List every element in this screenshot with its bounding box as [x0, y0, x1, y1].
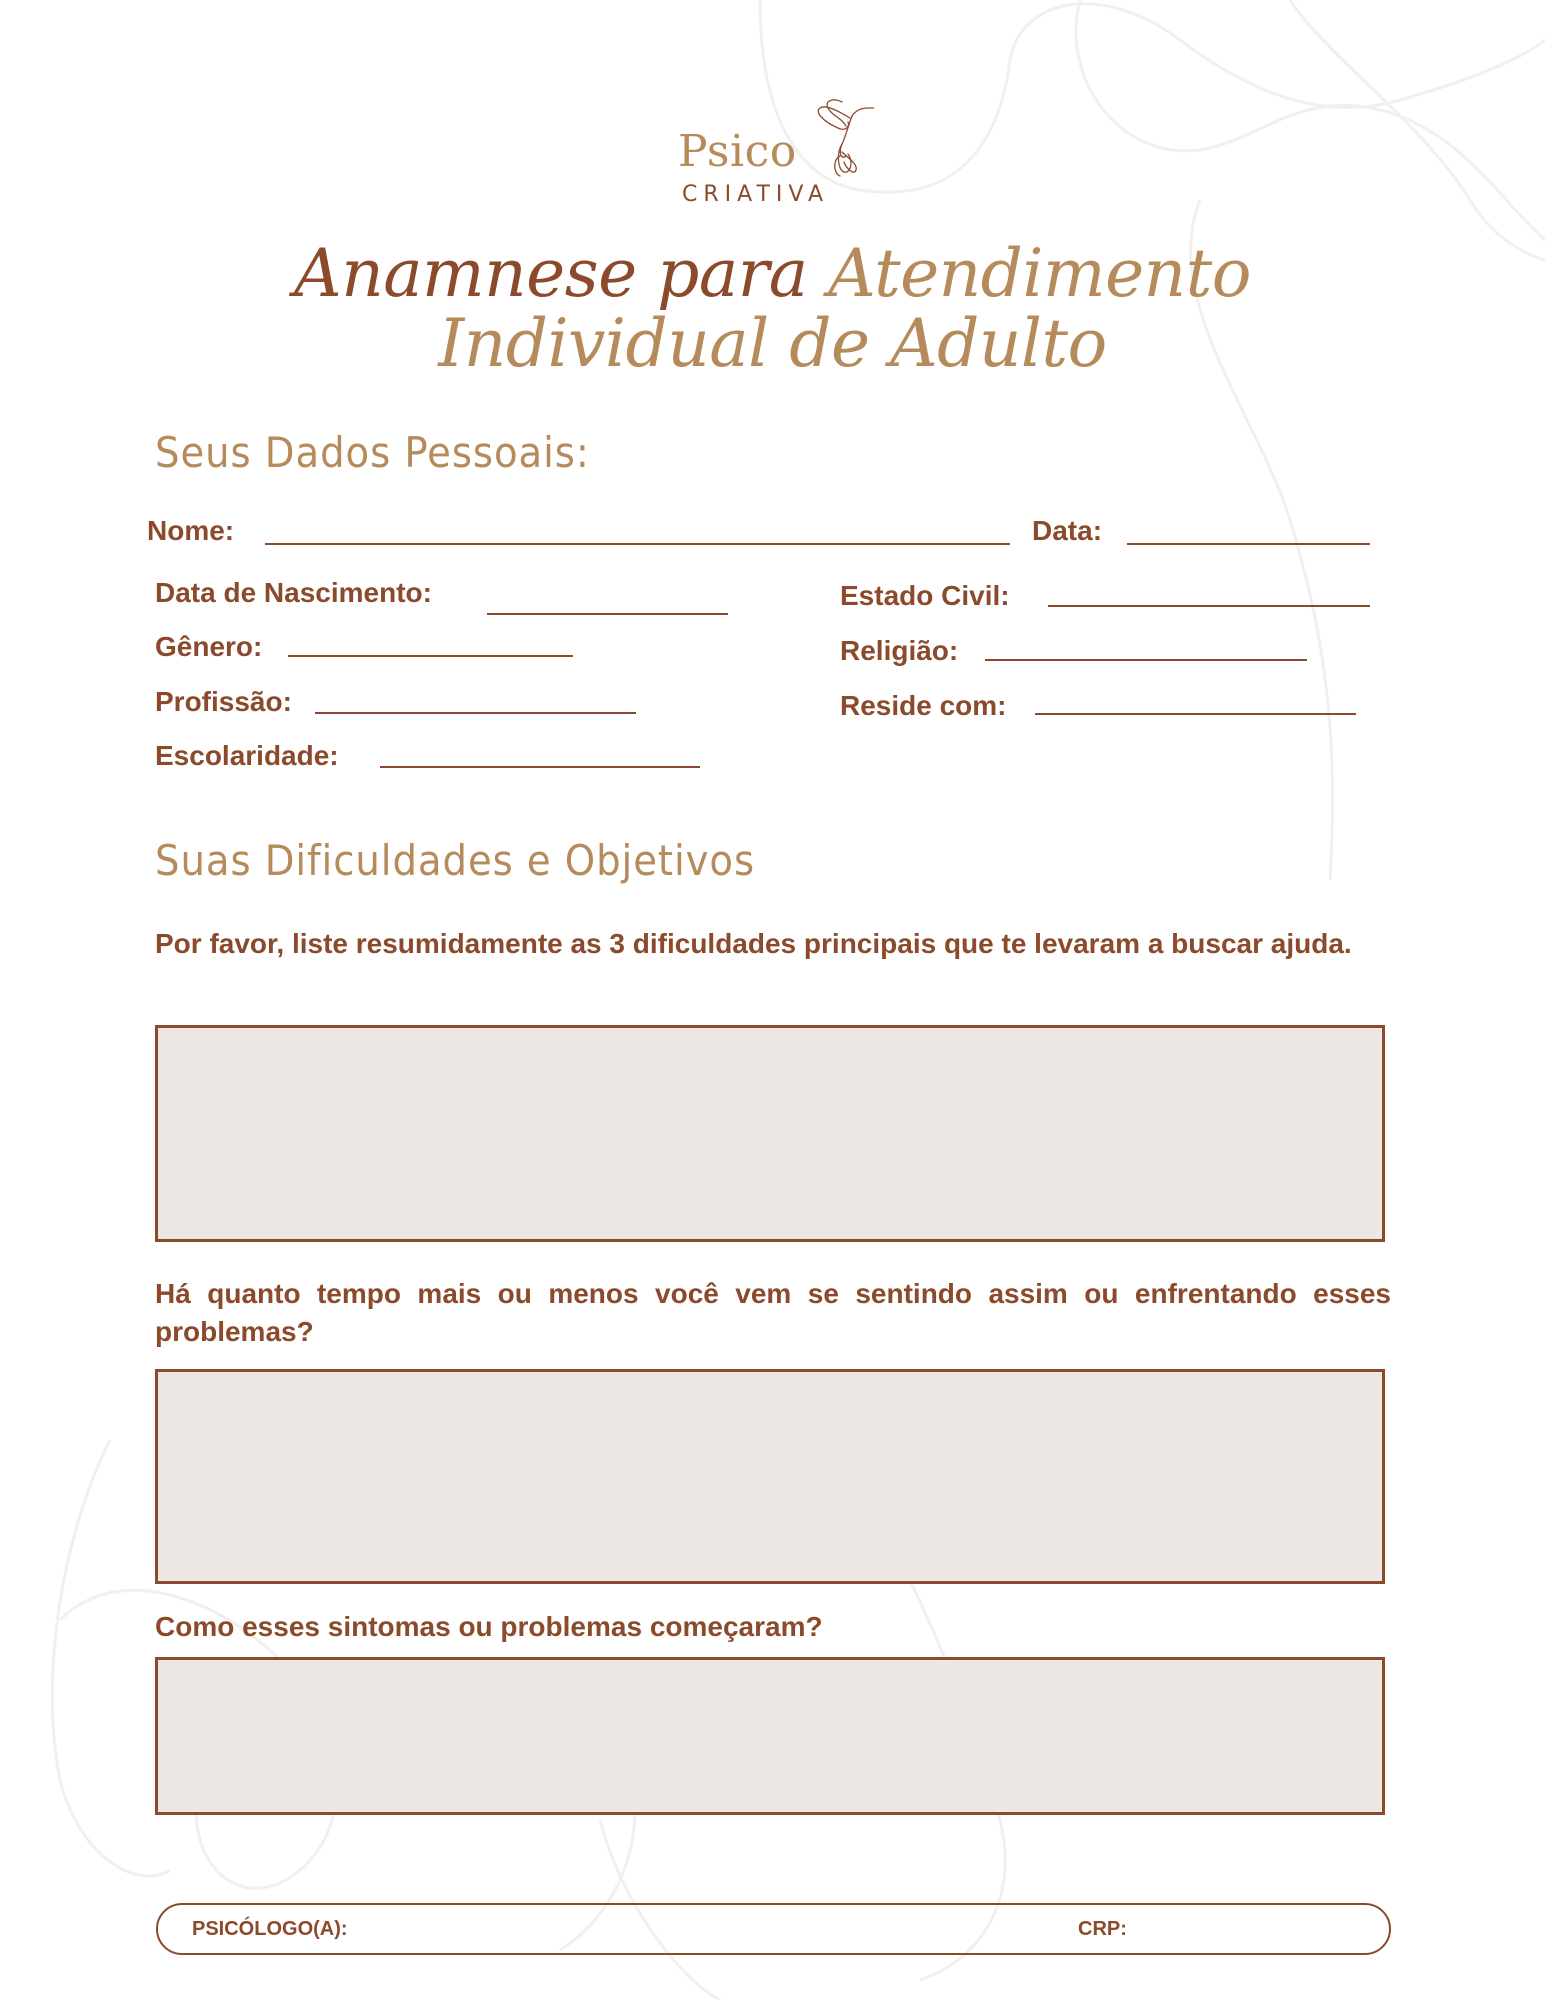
field-input-profissao[interactable] [315, 712, 636, 714]
brand-tagline: CRIATIVA [682, 182, 830, 207]
answer-box-2[interactable] [155, 1369, 1385, 1584]
title-part-dark: Anamnese para [294, 235, 829, 312]
field-input-data-nascimento[interactable] [487, 613, 728, 615]
psychologist-label: PSICÓLOGO(A): [192, 1918, 348, 1940]
field-label-estado-civil: Estado Civil: [840, 580, 1010, 611]
title-part-light: Atendimento [828, 235, 1251, 312]
question-3: Como esses sintomas ou problemas começaram? [155, 1611, 823, 1642]
answer-box-3[interactable] [155, 1657, 1385, 1815]
question-1: Por favor, liste resumidamente as 3 dificuldades principais que te levaram a buscar ajuda. [155, 928, 1352, 959]
field-label-profissao: Profissão: [155, 686, 292, 717]
field-label-data-nascimento: Data de Nascimento: [155, 577, 432, 608]
field-label-religiao: Religião: [840, 635, 959, 666]
answer-box-1[interactable] [155, 1025, 1385, 1242]
brand-name: Psico [678, 126, 797, 177]
field-label-genero: Gênero: [155, 631, 263, 662]
page-title-line1 [0, 235, 1545, 312]
page-title-line2: Individual de Adulto [438, 305, 1107, 382]
field-input-estado-civil[interactable] [1048, 605, 1370, 607]
signature-footer [156, 1903, 1391, 1955]
field-label-nome: Nome: [147, 515, 235, 546]
section-heading-difficulties: Suas Dificuldades e Objetivos [155, 836, 756, 885]
field-label-data: Data: [1032, 515, 1103, 546]
field-input-nome[interactable] [265, 543, 1010, 545]
field-input-reside-com[interactable] [1035, 713, 1356, 715]
question-2: Há quanto tempo mais ou menos você vem se sentindo assim ou enfrentando esses problemas? [155, 1278, 1391, 1347]
crp-label: CRP: [1078, 1918, 1127, 1940]
field-input-genero[interactable] [288, 655, 573, 657]
section-heading-personal-data: Seus Dados Pessoais: [155, 428, 590, 477]
field-input-escolaridade[interactable] [380, 766, 700, 768]
field-input-religiao[interactable] [985, 659, 1307, 661]
field-label-reside-com: Reside com: [840, 690, 1007, 721]
field-label-escolaridade: Escolaridade: [155, 740, 339, 771]
field-input-data[interactable] [1127, 543, 1370, 545]
hummingbird-icon [812, 96, 874, 182]
